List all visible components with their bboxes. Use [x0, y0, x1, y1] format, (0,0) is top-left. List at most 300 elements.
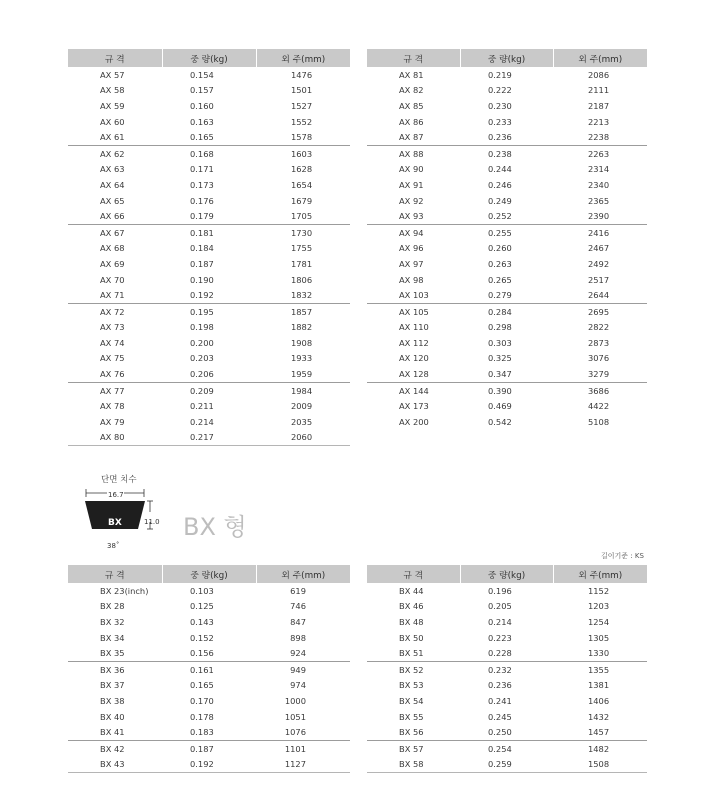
table-row — [68, 287, 350, 303]
table-row — [68, 661, 350, 677]
table-row — [68, 430, 350, 446]
spec-cell: BX 43 — [68, 757, 162, 773]
weight-cell: 0.241 — [488, 695, 512, 706]
weight-cell: 0.192 — [162, 287, 256, 303]
header-spec: 규 격 — [367, 565, 460, 583]
spec-cell: BX 48 — [399, 616, 424, 627]
weight-cell: 0.298 — [488, 322, 512, 333]
weight-cell: 0.143 — [190, 616, 214, 627]
circumference-cell: 1076 — [256, 724, 350, 740]
spec-cell: AX 110 — [399, 322, 429, 333]
weight-cell: 0.165 — [190, 680, 214, 691]
spec-cell: BX 55 — [399, 711, 424, 722]
table-row — [367, 145, 647, 161]
circumference-cell: 746 — [290, 601, 306, 612]
circumference-cell: 1203 — [588, 601, 610, 612]
weight-cell: 0.219 — [488, 69, 512, 80]
table-row — [68, 114, 350, 130]
table-row — [367, 599, 647, 615]
spec-cell: AX 93 — [367, 208, 460, 224]
spec-cell: BX 56 — [367, 724, 460, 740]
spec-cell: AX 96 — [399, 243, 424, 254]
header-spec: 규 격 — [68, 565, 162, 583]
table-row — [367, 678, 647, 694]
spec-cell: AX 85 — [399, 100, 424, 111]
table-row — [367, 398, 647, 414]
weight-cell: 0.200 — [190, 337, 214, 348]
spec-cell: BX 44 — [399, 585, 424, 596]
weight-cell: 0.184 — [190, 243, 214, 254]
weight-cell: 0.183 — [162, 724, 256, 740]
spec-cell: AX 144 — [399, 385, 429, 396]
table-row — [367, 177, 647, 193]
circumference-cell: 1330 — [553, 645, 647, 661]
weight-cell: 0.160 — [190, 100, 214, 111]
spec-cell: BX 46 — [399, 601, 424, 612]
table-row — [68, 83, 350, 99]
weight-cell: 0.154 — [190, 69, 214, 80]
circumference-cell: 619 — [290, 585, 306, 596]
spec-cell: AX 71 — [68, 287, 162, 303]
spec-cell: BX 40 — [100, 711, 125, 722]
spec-cell: AX 81 — [399, 69, 424, 80]
table-row — [367, 83, 647, 99]
circumference-cell: 1705 — [256, 208, 350, 224]
circumference-cell: 1406 — [588, 695, 610, 706]
table-row — [367, 366, 647, 382]
spec-cell: AX 88 — [399, 148, 424, 159]
weight-cell: 0.171 — [190, 164, 214, 175]
spec-cell: AX 64 — [100, 179, 125, 190]
circumference-cell: 2416 — [588, 227, 610, 238]
circumference-cell: 1933 — [291, 353, 313, 364]
table-row — [68, 241, 350, 257]
circumference-cell: 1628 — [291, 164, 313, 175]
circumference-cell: 1755 — [291, 243, 313, 254]
weight-cell: 0.161 — [190, 664, 214, 675]
table-row — [367, 224, 647, 240]
weight-cell: 0.168 — [190, 148, 214, 159]
weight-cell: 0.206 — [162, 366, 256, 382]
weight-cell: 0.250 — [460, 724, 553, 740]
weight-cell: 0.214 — [488, 616, 512, 627]
weight-cell: 0.223 — [488, 632, 512, 643]
circumference-cell: 1984 — [291, 385, 313, 396]
circumference-cell: 1457 — [553, 724, 647, 740]
weight-cell: 0.279 — [460, 287, 553, 303]
type-title: BX 형 — [183, 513, 247, 541]
circumference-cell: 2517 — [588, 274, 610, 285]
circumference-cell: 2873 — [588, 337, 610, 348]
circumference-cell: 1552 — [291, 116, 313, 127]
spec-cell: BX 54 — [399, 695, 424, 706]
spec-cell: AX 200 — [399, 416, 429, 427]
circumference-cell: 3279 — [553, 366, 647, 382]
belt-label: BX — [108, 518, 122, 528]
circumference-cell: 847 — [290, 616, 306, 627]
spec-cell: AX 70 — [100, 274, 125, 285]
circumference-cell: 2644 — [553, 287, 647, 303]
table-row — [68, 645, 350, 661]
circumference-cell: 1476 — [291, 69, 313, 80]
table-row — [68, 678, 350, 694]
table-row — [367, 272, 647, 288]
circumference-cell: 2695 — [588, 306, 610, 317]
circumference-cell: 2086 — [588, 69, 610, 80]
table-row — [68, 693, 350, 709]
spec-cell: AX 173 — [399, 401, 429, 412]
spec-cell: AX 120 — [399, 353, 429, 364]
table-row — [68, 757, 350, 773]
circumference-cell: 1959 — [256, 366, 350, 382]
table-row — [68, 224, 350, 240]
width-dimension: 16.7 — [108, 491, 124, 499]
table-row — [68, 272, 350, 288]
weight-cell: 0.252 — [460, 208, 553, 224]
weight-cell: 0.255 — [488, 227, 512, 238]
spec-cell: AX 61 — [68, 129, 162, 145]
spec-cell: BX 41 — [68, 724, 162, 740]
weight-cell: 0.187 — [190, 743, 214, 754]
weight-cell: 0.238 — [488, 148, 512, 159]
weight-cell: 0.232 — [488, 664, 512, 675]
table-row — [367, 382, 647, 398]
circumference-cell: 924 — [256, 645, 350, 661]
weight-cell: 0.214 — [190, 416, 214, 427]
weight-cell: 0.244 — [488, 164, 512, 175]
circumference-cell: 1679 — [291, 195, 313, 206]
spec-cell: AX 69 — [100, 258, 125, 269]
circumference-cell: 1305 — [588, 632, 610, 643]
weight-cell: 0.178 — [190, 711, 214, 722]
circumference-cell: 1654 — [291, 179, 313, 190]
table-row — [68, 382, 350, 398]
circumference-cell: 3076 — [588, 353, 610, 364]
spec-cell: AX 94 — [399, 227, 424, 238]
spec-cell: BX 51 — [367, 645, 460, 661]
circumference-cell: 2263 — [588, 148, 610, 159]
spec-cell: AX 74 — [100, 337, 125, 348]
bx-table-left — [68, 565, 350, 773]
spec-cell: AX 91 — [399, 179, 424, 190]
header-weight: 중 량(kg) — [460, 49, 553, 67]
circumference-cell: 1603 — [291, 148, 313, 159]
spec-cell: BX 32 — [100, 616, 125, 627]
circumference-cell: 1882 — [291, 322, 313, 333]
table-row — [367, 162, 647, 178]
table-row — [367, 320, 647, 336]
circumference-cell: 2822 — [588, 322, 610, 333]
spec-cell: BX 28 — [100, 601, 125, 612]
weight-cell: 0.156 — [162, 645, 256, 661]
circumference-cell: 4422 — [588, 401, 610, 412]
table-row — [367, 414, 647, 430]
table-row — [367, 98, 647, 114]
spec-cell: BX 42 — [100, 743, 125, 754]
height-dimension: 11.0 — [144, 518, 160, 526]
table-row — [367, 709, 647, 725]
spec-cell: AX 67 — [100, 227, 125, 238]
weight-cell: 0.170 — [190, 695, 214, 706]
weight-cell: 0.187 — [190, 258, 214, 269]
weight-cell: 0.152 — [190, 632, 214, 643]
spec-cell: AX 57 — [100, 69, 125, 80]
table-row — [367, 757, 647, 773]
weight-cell: 0.236 — [460, 129, 553, 145]
weight-cell: 0.163 — [190, 116, 214, 127]
table-row — [367, 661, 647, 677]
table-row — [367, 129, 647, 145]
spec-cell: BX 50 — [399, 632, 424, 643]
circumference-cell: 1730 — [291, 227, 313, 238]
weight-cell: 0.103 — [190, 585, 214, 596]
weight-cell: 0.205 — [488, 601, 512, 612]
table-row — [68, 630, 350, 646]
circumference-cell: 3686 — [588, 385, 610, 396]
table-row — [367, 645, 647, 661]
spec-cell: AX 90 — [399, 164, 424, 175]
circumference-cell: 1051 — [284, 711, 306, 722]
table-row — [367, 583, 647, 599]
table-row — [367, 303, 647, 319]
weight-cell: 0.222 — [488, 85, 512, 96]
spec-cell: AX 97 — [399, 258, 424, 269]
table-row — [68, 414, 350, 430]
circumference-cell: 2035 — [291, 416, 313, 427]
table-row — [68, 208, 350, 224]
circumference-cell: 1127 — [256, 757, 350, 773]
circumference-cell: 1578 — [256, 129, 350, 145]
header-circumference: 외 주(mm) — [553, 49, 647, 67]
weight-cell: 0.230 — [488, 100, 512, 111]
table-row — [68, 351, 350, 367]
circumference-cell: 2340 — [588, 179, 610, 190]
spec-cell: AX 112 — [399, 337, 429, 348]
circumference-cell: 1527 — [291, 100, 313, 111]
spec-cell: AX 75 — [100, 353, 125, 364]
spec-cell: AX 82 — [399, 85, 424, 96]
spec-cell: AX 58 — [100, 85, 125, 96]
table-row — [68, 709, 350, 725]
weight-cell: 0.347 — [460, 366, 553, 382]
weight-cell: 0.157 — [190, 85, 214, 96]
spec-cell: AX 62 — [100, 148, 125, 159]
spec-cell: BX 23(inch) — [100, 585, 149, 596]
circumference-cell: 1832 — [256, 287, 350, 303]
header-weight: 중 량(kg) — [460, 565, 553, 583]
weight-cell: 0.228 — [460, 645, 553, 661]
circumference-cell: 1355 — [588, 664, 610, 675]
table-row — [367, 114, 647, 130]
table-row — [68, 335, 350, 351]
table-row — [367, 740, 647, 756]
weight-cell: 0.284 — [488, 306, 512, 317]
weight-cell: 0.469 — [488, 401, 512, 412]
ax-table-left — [68, 49, 350, 446]
circumference-cell: 974 — [290, 680, 306, 691]
table-row — [68, 740, 350, 756]
table-row — [367, 630, 647, 646]
bx-table-right — [367, 565, 647, 773]
circumference-cell: 1152 — [588, 585, 610, 596]
weight-cell: 0.542 — [488, 416, 512, 427]
ax-table-right — [367, 49, 647, 430]
circumference-cell: 1381 — [588, 680, 610, 691]
spec-cell: AX 78 — [100, 401, 125, 412]
weight-cell: 0.245 — [488, 711, 512, 722]
circumference-cell: 2467 — [588, 243, 610, 254]
header-circumference: 외 주(mm) — [553, 565, 647, 583]
table-row — [68, 129, 350, 145]
spec-cell: AX 59 — [100, 100, 125, 111]
spec-cell: AX 103 — [367, 287, 460, 303]
weight-cell: 0.246 — [488, 179, 512, 190]
weight-cell: 0.198 — [190, 322, 214, 333]
spec-cell: AX 128 — [367, 366, 460, 382]
circumference-cell: 1508 — [553, 757, 647, 773]
spec-cell: BX 58 — [367, 757, 460, 773]
weight-cell: 0.303 — [488, 337, 512, 348]
circumference-cell: 2314 — [588, 164, 610, 175]
weight-cell: 0.125 — [190, 601, 214, 612]
circumference-cell: 2111 — [588, 85, 610, 96]
spec-cell: AX 66 — [68, 208, 162, 224]
circumference-cell: 2390 — [553, 208, 647, 224]
table-row — [367, 693, 647, 709]
table-row — [367, 193, 647, 209]
circumference-cell: 1908 — [291, 337, 313, 348]
header-weight: 중 량(kg) — [162, 565, 256, 583]
table-row — [68, 256, 350, 272]
weight-cell: 0.195 — [190, 306, 214, 317]
spec-cell: AX 72 — [100, 306, 125, 317]
spec-cell: AX 73 — [100, 322, 125, 333]
weight-cell: 0.265 — [488, 274, 512, 285]
circumference-cell: 2009 — [291, 401, 313, 412]
weight-cell: 0.236 — [488, 680, 512, 691]
weight-cell: 0.165 — [162, 129, 256, 145]
spec-cell: AX 98 — [399, 274, 424, 285]
weight-cell: 0.390 — [488, 385, 512, 396]
spec-cell: AX 79 — [100, 416, 125, 427]
standard-note: 길이기준 : KS — [601, 552, 644, 560]
circumference-cell: 1254 — [588, 616, 610, 627]
spec-cell: BX 57 — [399, 743, 424, 754]
circumference-cell: 1482 — [588, 743, 610, 754]
weight-cell: 0.254 — [488, 743, 512, 754]
header-weight: 중 량(kg) — [162, 49, 256, 67]
weight-cell: 0.217 — [162, 430, 256, 446]
circumference-cell: 949 — [290, 664, 306, 675]
header-spec: 규 격 — [68, 49, 162, 67]
weight-cell: 0.325 — [488, 353, 512, 364]
circumference-cell: 2060 — [256, 430, 350, 446]
cross-section-label: 단면 치수 — [101, 475, 137, 485]
table-row — [68, 599, 350, 615]
circumference-cell: 2365 — [588, 195, 610, 206]
weight-cell: 0.176 — [190, 195, 214, 206]
circumference-cell: 2492 — [588, 258, 610, 269]
weight-cell: 0.211 — [190, 401, 214, 412]
circumference-cell: 2238 — [553, 129, 647, 145]
circumference-cell: 1857 — [291, 306, 313, 317]
angle-dimension: 38˚ — [107, 542, 120, 550]
weight-cell: 0.196 — [488, 585, 512, 596]
weight-cell: 0.249 — [488, 195, 512, 206]
spec-cell: AX 105 — [399, 306, 429, 317]
table-row — [367, 287, 647, 303]
spec-cell: BX 52 — [399, 664, 424, 675]
weight-cell: 0.192 — [162, 757, 256, 773]
table-row — [367, 241, 647, 257]
circumference-cell: 898 — [290, 632, 306, 643]
weight-cell: 0.233 — [488, 116, 512, 127]
spec-cell: AX 80 — [68, 430, 162, 446]
weight-cell: 0.260 — [488, 243, 512, 254]
table-row — [68, 583, 350, 599]
weight-cell: 0.190 — [190, 274, 214, 285]
spec-cell: AX 86 — [399, 116, 424, 127]
spec-cell: AX 87 — [367, 129, 460, 145]
circumference-cell: 2187 — [588, 100, 610, 111]
table-row — [68, 303, 350, 319]
table-row — [367, 614, 647, 630]
weight-cell: 0.263 — [488, 258, 512, 269]
circumference-cell: 1806 — [291, 274, 313, 285]
table-row — [68, 320, 350, 336]
header-circumference: 외 주(mm) — [256, 49, 350, 67]
header-spec: 규 격 — [367, 49, 460, 67]
spec-cell: AX 77 — [100, 385, 125, 396]
table-row — [68, 398, 350, 414]
spec-cell: BX 35 — [68, 645, 162, 661]
table-row — [68, 614, 350, 630]
spec-cell: BX 34 — [100, 632, 125, 643]
table-row — [68, 162, 350, 178]
circumference-cell: 1101 — [284, 743, 306, 754]
table-row — [367, 351, 647, 367]
spec-cell: AX 68 — [100, 243, 125, 254]
table-row — [68, 366, 350, 382]
spec-cell: AX 92 — [399, 195, 424, 206]
spec-cell: AX 63 — [100, 164, 125, 175]
weight-cell: 0.173 — [190, 179, 214, 190]
table-row — [68, 193, 350, 209]
circumference-cell: 1781 — [291, 258, 313, 269]
table-row — [68, 724, 350, 740]
table-row — [367, 208, 647, 224]
circumference-cell: 5108 — [588, 416, 610, 427]
spec-cell: BX 53 — [399, 680, 424, 691]
weight-cell: 0.209 — [190, 385, 214, 396]
spec-cell: AX 76 — [68, 366, 162, 382]
table-row — [367, 335, 647, 351]
spec-cell: BX 38 — [100, 695, 125, 706]
spec-cell: BX 36 — [100, 664, 125, 675]
weight-cell: 0.259 — [460, 757, 553, 773]
weight-cell: 0.203 — [190, 353, 214, 364]
table-row — [68, 98, 350, 114]
spec-cell: AX 60 — [100, 116, 125, 127]
circumference-cell: 1000 — [284, 695, 306, 706]
table-row — [367, 724, 647, 740]
table-row — [367, 67, 647, 83]
weight-cell: 0.179 — [162, 208, 256, 224]
circumference-cell: 1432 — [588, 711, 610, 722]
circumference-cell: 2213 — [588, 116, 610, 127]
table-row — [367, 256, 647, 272]
spec-cell: AX 65 — [100, 195, 125, 206]
